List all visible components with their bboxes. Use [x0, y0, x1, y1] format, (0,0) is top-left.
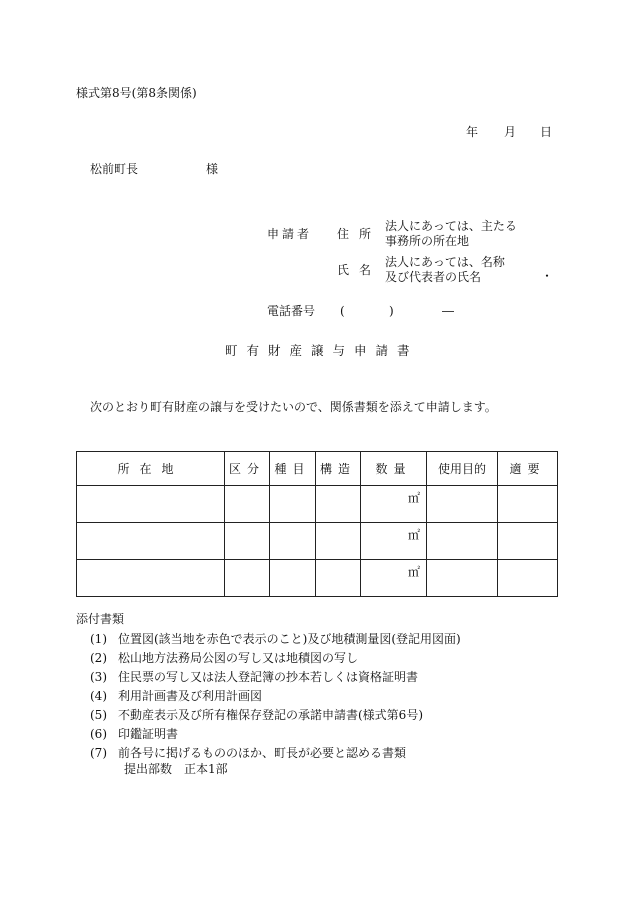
property-table	[76, 451, 558, 597]
list-item-number: (6)	[90, 727, 107, 741]
list-item	[90, 649, 461, 668]
name-note-line-1: 法人にあっては、名称	[385, 255, 505, 269]
list-item-number: (7)	[90, 746, 107, 760]
list-item	[90, 725, 461, 744]
table-row	[77, 560, 558, 597]
applicant-label: 申請者	[267, 227, 313, 241]
list-item	[90, 706, 461, 725]
cell-remarks[interactable]	[498, 486, 558, 523]
table-row	[77, 486, 558, 523]
table-header-row	[77, 452, 558, 486]
name-note-line-2: 及び代表者の氏名	[385, 270, 482, 284]
document-title: 町有財産譲与申請書	[225, 343, 419, 358]
address-note-line-1: 法人にあっては、主たる	[385, 219, 517, 233]
list-item-text: 不動産表示及び所有権保存登記の承諾申請書(様式第6号)	[118, 708, 424, 722]
cell-structure[interactable]	[316, 560, 361, 597]
header-purpose: 使用目的	[427, 452, 498, 486]
date-line	[466, 125, 552, 139]
phone-close-paren: )	[389, 304, 394, 318]
cell-structure[interactable]	[316, 486, 361, 523]
cell-remarks[interactable]	[498, 560, 558, 597]
cell-purpose[interactable]	[427, 486, 498, 523]
list-item	[90, 744, 461, 763]
body-text: 次のとおり町有財産の譲与を受けたいので、関係書類を添えて申請します。	[90, 400, 497, 414]
list-item	[90, 687, 461, 706]
cell-quantity[interactable]: ㎡	[361, 486, 427, 523]
cell-type[interactable]	[270, 523, 316, 560]
list-item-number: (1)	[90, 632, 107, 646]
address-note	[385, 219, 517, 249]
list-item-text: 印鑑証明書	[118, 727, 179, 741]
cell-type[interactable]	[270, 486, 316, 523]
honorific: 様	[206, 162, 219, 176]
date-day-label: 日	[540, 125, 553, 139]
attachments-title: 添付書類	[76, 612, 125, 626]
cell-quantity[interactable]: ㎡	[361, 523, 427, 560]
submission-copies: 提出部数 正本1部	[124, 762, 228, 776]
list-item-text: 利用計画書及び利用計画図	[118, 689, 263, 703]
date-year-label: 年	[466, 125, 479, 139]
list-item-number: (5)	[90, 708, 107, 722]
list-item	[90, 630, 461, 649]
attachments-list	[90, 630, 461, 763]
cell-remarks[interactable]	[498, 523, 558, 560]
list-item-number: (2)	[90, 651, 107, 665]
name-note	[385, 255, 505, 285]
cell-quantity[interactable]: ㎡	[361, 560, 427, 597]
table-row	[77, 523, 558, 560]
cell-purpose[interactable]	[427, 523, 498, 560]
cell-purpose[interactable]	[427, 560, 498, 597]
phone-dash: ―	[442, 304, 454, 318]
cell-location[interactable]	[77, 523, 225, 560]
header-quantity: 数量	[361, 452, 427, 486]
header-structure: 構造	[316, 452, 361, 486]
header-category: 区分	[225, 452, 270, 486]
list-item-text: 松山地方法務局公図の写し又は地積図の写し	[118, 651, 359, 665]
header-location: 所在地	[77, 452, 225, 486]
cell-category[interactable]	[225, 560, 270, 597]
cell-category[interactable]	[225, 523, 270, 560]
cell-structure[interactable]	[316, 523, 361, 560]
cell-type[interactable]	[270, 560, 316, 597]
address-note-line-2: 事務所の所在地	[385, 234, 470, 248]
header-remarks: 適要	[498, 452, 558, 486]
address-label: 住所	[337, 227, 382, 241]
phone-label: 電話番号	[267, 304, 316, 318]
date-month-label: 月	[504, 125, 517, 139]
list-item-number: (3)	[90, 670, 107, 684]
list-item-number: (4)	[90, 689, 107, 703]
addressee: 松前町長	[90, 162, 139, 176]
header-type: 種目	[270, 452, 316, 486]
list-item-text: 位置図(該当地を赤色で表示のこと)及び地積測量図(登記用図面)	[118, 632, 461, 646]
name-label: 氏名	[337, 263, 382, 277]
cell-location[interactable]	[77, 560, 225, 597]
seal-mark: ・	[541, 269, 554, 283]
list-item	[90, 668, 461, 687]
form-number: 様式第8号(第8条関係)	[76, 86, 197, 100]
cell-category[interactable]	[225, 486, 270, 523]
list-item-text: 前各号に掲げるもののほか、町長が必要と認める書類	[118, 746, 407, 760]
cell-location[interactable]	[77, 486, 225, 523]
list-item-text: 住民票の写し又は法人登記簿の抄本若しくは資格証明書	[118, 670, 419, 684]
phone-open-paren: (	[340, 304, 345, 318]
